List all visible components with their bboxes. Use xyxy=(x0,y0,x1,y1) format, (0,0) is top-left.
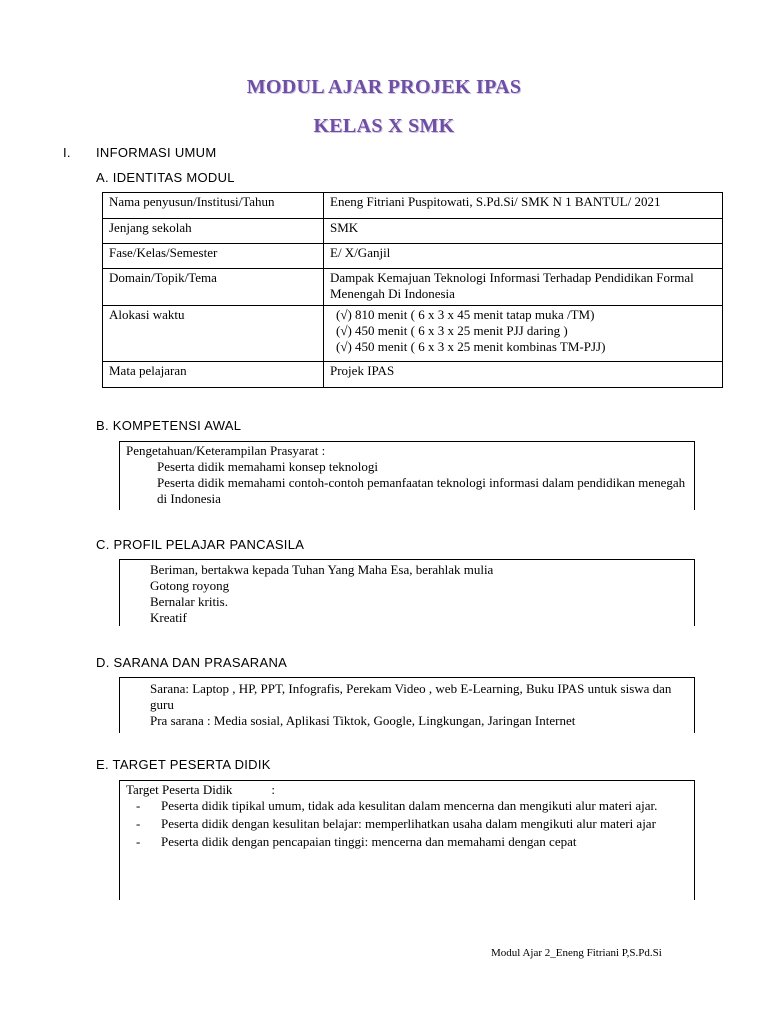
row-value: SMK xyxy=(324,219,723,244)
profil-box xyxy=(119,559,695,626)
table-row xyxy=(103,269,723,306)
alokasi-line: (√) 450 menit ( 6 x 3 x 25 menit PJJ daring ) xyxy=(336,323,568,338)
table-row xyxy=(103,193,723,219)
table-row xyxy=(103,219,723,244)
sarana-heading: D. SARANA DAN PRASARANA xyxy=(96,655,288,670)
dash-bullet: - xyxy=(136,834,141,849)
target-label: Target Peserta Didik : xyxy=(126,782,276,797)
list-item: Gotong royong xyxy=(150,578,230,593)
dash-bullet: - xyxy=(136,816,141,831)
row-label: Mata pelajaran xyxy=(103,362,324,388)
row-value: Eneng Fitriani Puspitowati, S.Pd.Si/ SMK N 1 BANTUL/ 2021 xyxy=(324,193,723,219)
row-value: Dampak Kemajuan Teknologi Informasi Terhadap Pendidikan Formal Menengah Di Indonesia xyxy=(324,269,723,306)
row-value: Projek IPAS xyxy=(324,362,723,388)
target-box xyxy=(119,780,695,900)
row-label: Alokasi waktu xyxy=(103,306,324,362)
dash-bullet: - xyxy=(136,798,141,813)
table-row xyxy=(103,306,723,362)
kompetensi-label: Pengetahuan/Keterampilan Prasyarat : xyxy=(126,443,326,458)
document-title: MODUL AJAR PROJEK IPAS xyxy=(246,76,522,98)
section-number: I. xyxy=(63,145,71,160)
list-item: Kreatif xyxy=(150,610,187,625)
list-item xyxy=(126,834,674,850)
list-item xyxy=(126,798,674,814)
alokasi-line: (√) 450 menit ( 6 x 3 x 25 menit kombinas TM-PJJ) xyxy=(336,339,606,354)
identitas-heading: A. IDENTITAS MODUL xyxy=(96,170,235,185)
table-row xyxy=(103,362,723,388)
table-row xyxy=(103,244,723,269)
list-item-text: Peserta didik dengan kesulitan belajar: memperlihatkan usaha dalam mengikuti alur materi ajar xyxy=(161,816,656,831)
row-value: E/ X/Ganjil xyxy=(324,244,723,269)
identitas-table xyxy=(102,192,723,388)
profil-heading: C. PROFIL PELAJAR PANCASILA xyxy=(96,537,305,552)
alokasi-line: (√) 810 menit ( 6 x 3 x 45 menit tatap muka /TM) xyxy=(336,307,595,322)
document-subtitle: KELAS X SMK xyxy=(313,115,455,137)
section-heading: INFORMASI UMUM xyxy=(96,145,217,160)
target-heading: E. TARGET PESERTA DIDIK xyxy=(96,757,271,772)
list-item: Peserta didik memahami konsep teknologi xyxy=(157,459,378,474)
row-label: Fase/Kelas/Semester xyxy=(103,244,324,269)
row-label: Jenjang sekolah xyxy=(103,219,324,244)
row-value xyxy=(324,306,723,362)
kompetensi-heading: B. KOMPETENSI AWAL xyxy=(96,418,242,433)
list-item: Peserta didik memahami contoh-contoh pemanfaatan teknologi informasi dalam pendidikan menegah di Indonesia xyxy=(157,475,686,506)
list-item-text: Peserta didik tipikal umum, tidak ada kesulitan dalam mencerna dan mengikuti alur materi ajar. xyxy=(161,798,658,813)
list-item: Sarana: Laptop , HP, PPT, Infografis, Perekam Video , web E-Learning, Buku IPAS untuk siswa dan guru xyxy=(150,681,672,712)
list-item: Beriman, bertakwa kepada Tuhan Yang Maha Esa, berahlak mulia xyxy=(150,562,494,577)
page-footer: Modul Ajar 2_Eneng Fitriani P,S.Pd.Si xyxy=(491,947,662,959)
list-item-text: Peserta didik dengan pencapaian tinggi: mencerna dan memahami dengan cepat xyxy=(161,834,577,849)
row-label: Domain/Topik/Tema xyxy=(103,269,324,306)
kompetensi-box xyxy=(119,441,695,510)
list-item xyxy=(126,816,674,832)
list-item: Bernalar kritis. xyxy=(150,594,228,609)
list-item: Pra sarana : Media sosial, Aplikasi Tiktok, Google, Lingkungan, Jaringan Internet xyxy=(150,713,576,728)
row-label: Nama penyusun/Institusi/Tahun xyxy=(103,193,324,219)
sarana-box xyxy=(119,677,695,733)
